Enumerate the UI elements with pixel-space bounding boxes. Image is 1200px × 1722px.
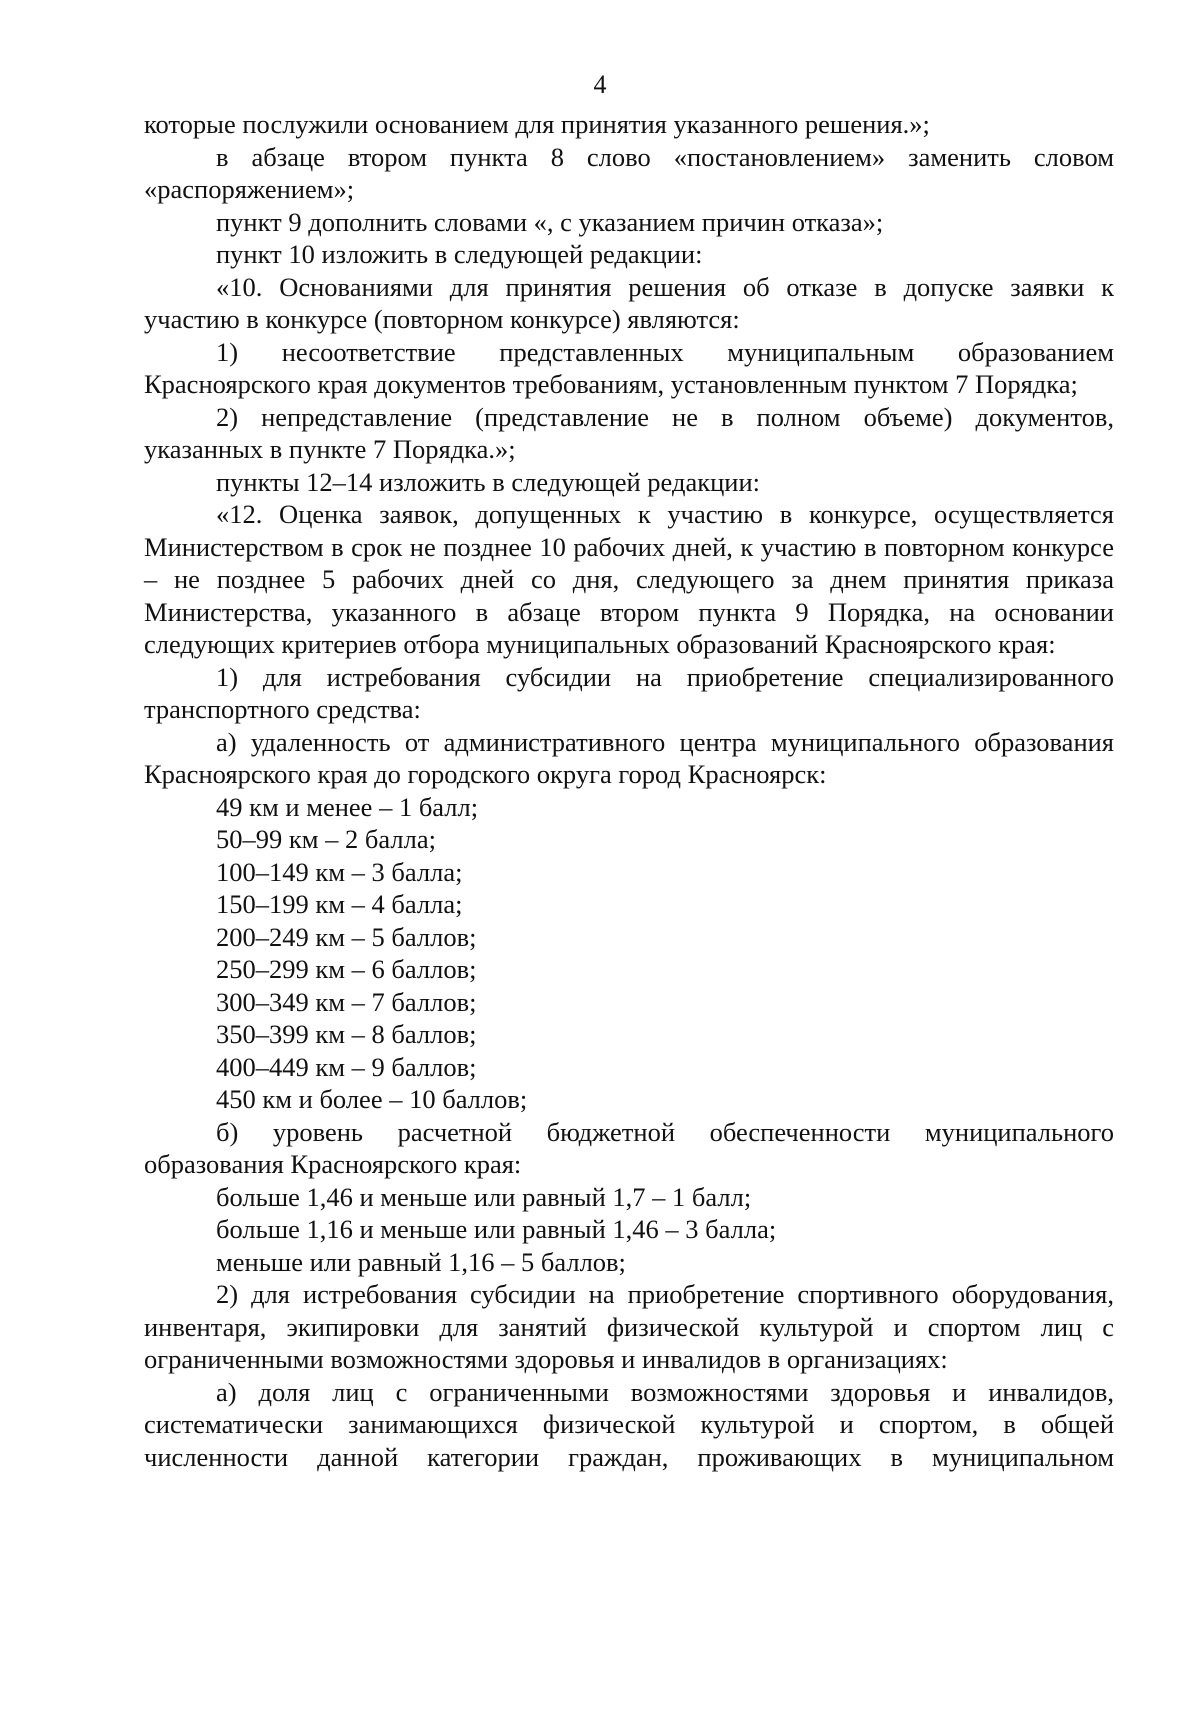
paragraph: 2) для истребования субсидии на приобретение спортивного оборудования, инвентаря, экипировки для занятий физической культурой и спортом лиц с ограниченными возможностями здоровья и инвалидов в организациях: (144, 1279, 1114, 1374)
budget-score-item: меньше или равный 1,16 – 5 баллов; (216, 1246, 626, 1277)
document-body (144, 108, 1114, 1473)
paragraph: а) доля лиц с ограниченными возможностями здоровья и инвалидов, систематически занимающихся физической культурой и спортом, в общей численности данной категории граждан, проживающих в муниципальном (144, 1376, 1114, 1472)
paragraph: которые послужили основанием для принятия указанного решения.»; (144, 109, 930, 139)
distance-score-item: 100–149 км – 3 балла; (216, 856, 463, 887)
budget-score-item: больше 1,46 и меньше или равный 1,7 – 1 балл; (216, 1181, 752, 1212)
paragraph: «12. Оценка заявок, допущенных к участию в конкурсе, осуществляется Министерством в срок не позднее 10 рабочих дней, к участию в повторном конкурсе – не позднее 5 рабочих дней со дня, следующего за днем принятия приказа Министерства, указанного в абзаце втором пункта 9 Порядка, на основании следующих критериев отбора муниципальных образований Красноярского края: (144, 499, 1114, 659)
paragraph: пункт 10 изложить в следующей редакции: (216, 239, 703, 269)
paragraph: 1) для истребования субсидии на приобретение специализированного транспортного средства: (144, 661, 1114, 724)
paragraph: а) удаленность от административного центра муниципального образования Красноярского края до городского округа город Красноярск: (144, 726, 1114, 789)
page-number: 4 (593, 70, 607, 99)
paragraph: 1) несоответствие представленных муниципальным образованием Красноярского края документов требованиям, установленным пунктом 7 Порядка; (144, 336, 1114, 399)
distance-score-item: 200–249 км – 5 баллов; (216, 921, 477, 952)
paragraph: 2) непредставление (представление не в полном объеме) документов, указанных в пункте 7 Порядка.»; (144, 401, 1114, 464)
distance-score-item: 350–399 км – 8 баллов; (216, 1019, 477, 1049)
distance-score-item: 250–299 км – 6 баллов; (216, 954, 477, 984)
distance-score-item: 49 км и менее – 1 балл; (216, 791, 479, 822)
paragraph: в абзаце втором пункта 8 слово «постановлением» заменить словом «распоряжением»; (144, 141, 1114, 204)
paragraph: пункты 12–14 изложить в следующей редакции: (216, 466, 761, 497)
distance-score-item: 400–449 км – 9 баллов; (216, 1051, 477, 1082)
budget-score-item: больше 1,16 и меньше или равный 1,46 – 3 балла; (216, 1214, 777, 1244)
paragraph: «10. Основаниями для принятия решения об отказе в допуске заявки к участию в конкурсе (повторном конкурсе) являются: (144, 271, 1114, 334)
distance-score-item: 450 км и более – 10 баллов; (216, 1084, 528, 1114)
distance-score-item: 300–349 км – 7 баллов; (216, 986, 477, 1017)
paragraph: б) уровень расчетной бюджетной обеспеченности муниципального образования Красноярского края: (144, 1116, 1114, 1179)
paragraph: пункт 9 дополнить словами «, с указанием причин отказа»; (216, 206, 884, 237)
distance-score-item: 50–99 км – 2 балла; (216, 824, 436, 854)
distance-score-item: 150–199 км – 4 балла; (216, 889, 463, 919)
